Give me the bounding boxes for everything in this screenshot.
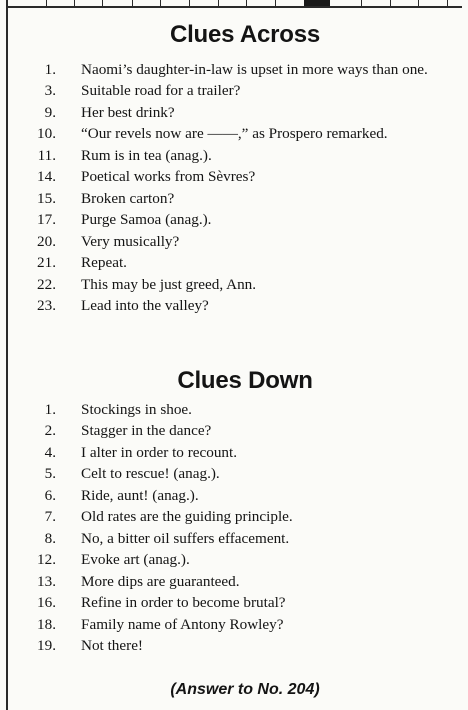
clue-number: 2.	[44, 422, 56, 440]
across-clue-22	[0, 277, 468, 294]
clue-text: Her best drink?	[81, 103, 175, 121]
clue-text: Old rates are the guiding principle.	[81, 508, 293, 526]
clue-text: Broken carton?	[81, 189, 175, 207]
across-clue-1	[0, 62, 468, 79]
clues-across-list	[0, 62, 468, 320]
clue-number: 21.	[37, 254, 56, 272]
clues-down-heading: Clues Down	[177, 367, 313, 394]
clue-number: 4.	[44, 443, 56, 461]
down-clue-6	[0, 488, 468, 505]
clue-text: This may be just greed, Ann.	[81, 275, 257, 293]
across-clue-17	[0, 212, 468, 229]
clue-number: 16.	[37, 594, 56, 612]
clue-number: 7.	[44, 508, 56, 526]
clue-text: Celt to rescue! (anag.).	[81, 465, 220, 483]
clue-text: Refine in order to become brutal?	[81, 594, 286, 612]
clue-text: Purge Samoa (anag.).	[81, 211, 212, 229]
across-clue-14	[0, 169, 468, 186]
clue-number: 23.	[37, 297, 56, 315]
clue-text: Suitable road for a trailer?	[81, 82, 241, 100]
clue-text: Poetical works from Sèvres?	[81, 168, 256, 186]
down-clue-4	[0, 445, 468, 462]
across-clue-15	[0, 191, 468, 208]
clue-text: Naomi’s daughter-in-law is upset in more ways than one.	[81, 61, 428, 78]
down-clue-7	[0, 509, 468, 526]
clue-number: 14.	[37, 168, 56, 186]
down-clue-1	[0, 402, 468, 419]
down-clue-8	[0, 531, 468, 548]
clue-number: 6.	[44, 486, 56, 504]
across-clue-20	[0, 234, 468, 251]
clue-number: 1.	[44, 61, 56, 78]
clue-text: Stagger in the dance?	[81, 422, 212, 440]
across-clue-11	[0, 148, 468, 165]
across-clue-21	[0, 255, 468, 272]
crossword-grid-bottom-edge	[6, 0, 462, 8]
across-clue-10	[0, 126, 468, 143]
clue-number: 5.	[44, 465, 56, 483]
clues-across-heading: Clues Across	[169, 21, 321, 48]
down-clue-12	[0, 552, 468, 569]
clue-number: 8.	[44, 529, 56, 547]
down-clue-2	[0, 423, 468, 440]
clue-number: 19.	[37, 637, 56, 655]
clue-text: Stockings in shoe.	[81, 401, 192, 418]
clue-text: Lead into the valley?	[81, 297, 209, 315]
clue-text: Family name of Antony Rowley?	[81, 615, 284, 633]
clue-text: Evoke art (anag.).	[81, 551, 190, 569]
down-clue-18	[0, 617, 468, 634]
clue-number: 17.	[37, 211, 56, 229]
down-clue-19	[0, 638, 468, 655]
clue-text: Ride, aunt! (anag.).	[81, 486, 199, 504]
clue-number: 22.	[37, 275, 56, 293]
across-clue-9	[0, 105, 468, 122]
clue-text: Not there!	[81, 637, 143, 655]
clue-text: More dips are guaranteed.	[81, 572, 240, 590]
clue-number: 11.	[37, 146, 56, 164]
down-clue-16	[0, 595, 468, 612]
clue-text: Repeat.	[81, 254, 127, 272]
clue-number: 1.	[44, 401, 56, 418]
clue-number: 9.	[44, 103, 56, 121]
down-clue-13	[0, 574, 468, 591]
clue-number: 13.	[37, 572, 56, 590]
clue-number: 10.	[37, 125, 56, 143]
clue-text: Very musically?	[81, 232, 180, 250]
clue-number: 15.	[37, 189, 56, 207]
clue-text: “Our revels now are ——,” as Prospero remarked.	[81, 125, 388, 143]
across-clue-3	[0, 83, 468, 100]
across-clue-23	[0, 298, 468, 315]
clue-number: 18.	[37, 615, 56, 633]
answer-reference: (Answer to No. 204)	[170, 681, 320, 698]
clue-number: 3.	[44, 82, 56, 100]
clue-number: 12.	[37, 551, 56, 569]
clue-text: Rum is in tea (anag.).	[81, 146, 212, 164]
clue-text: No, a bitter oil suffers effacement.	[81, 529, 290, 547]
clue-text: I alter in order to recount.	[81, 443, 238, 461]
clue-number: 20.	[37, 232, 56, 250]
clues-down-list	[0, 402, 468, 660]
down-clue-5	[0, 466, 468, 483]
